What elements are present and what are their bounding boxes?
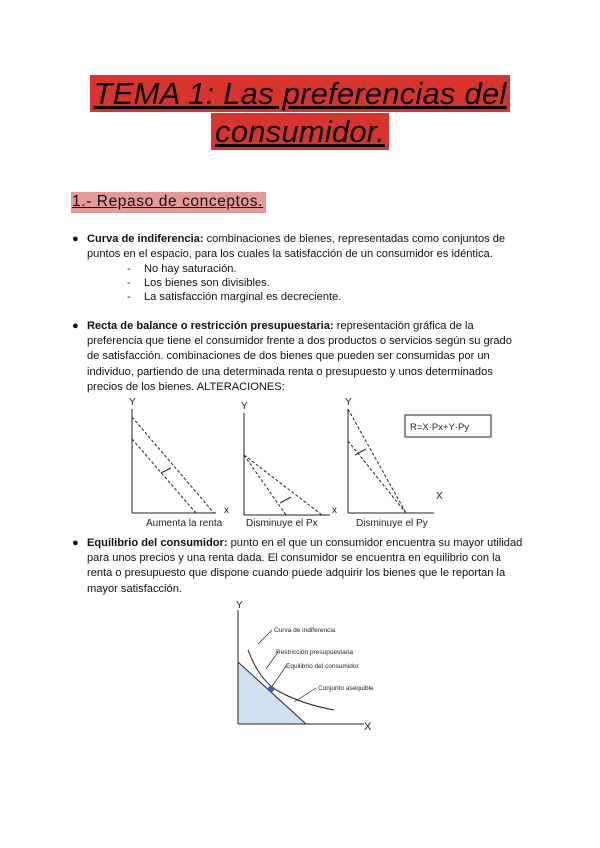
sub-item: - Los bienes son divisibles. [127, 277, 270, 289]
page-title-2 [0, 113, 600, 150]
panel2-caption: Disminuye el Px [246, 518, 318, 529]
bullet-text: punto en el que un consumidor encuentra su mayor utilidad para unos precios y una renta dada. El consumidor se encuentra en equilibrio con la renta o presupuesto que dispone cuando puede adquirir los bienes que le reportan la mayor satisfacción. [87, 537, 523, 595]
leader-line-equilibrium [271, 666, 286, 688]
sub-item-text: No hay saturación. [144, 263, 237, 275]
bullet-paragraph [87, 232, 524, 262]
bullet-indifference-curve [72, 232, 524, 262]
panel1-x-label: x [224, 505, 229, 516]
bullet-dot-icon: ● [72, 537, 79, 549]
page-title [0, 75, 600, 112]
bullet-paragraph [87, 536, 524, 597]
bullet-paragraph [87, 319, 524, 395]
panel3-caption: Disminuye el Py [356, 518, 428, 529]
bullet-budget-line [72, 319, 524, 395]
equilibrium-figure [228, 600, 388, 735]
eq-x-label: X [364, 721, 372, 733]
sub-item-text: Los bienes son divisibles. [144, 277, 270, 289]
panel1-shift-arrow [161, 468, 171, 473]
bullet-dot-icon: ● [72, 233, 79, 245]
leader-line-affordable [294, 688, 316, 702]
panel2-budget-line-new [244, 455, 322, 515]
panel3-budget-line-old [348, 441, 406, 513]
bullet-term: Curva de indiferencia: [87, 233, 204, 245]
label-indifference-curve: Curva de indiferencia [274, 627, 336, 634]
sub-item-text: La satisfacción marginal es decreciente. [144, 291, 342, 303]
panel2-rotation-arrow [280, 497, 291, 503]
bullet-text: combinaciones de bienes, representadas como conjuntos de puntos en el espacio, para los cuales la satisfacción de un consumidor es idéntica. [87, 233, 506, 261]
formula-text: R=X·Px+Y·Py [410, 422, 470, 433]
page-title-line1: TEMA 1: Las preferencias del [90, 75, 511, 112]
section-heading: 1.- Repaso de conceptos. [71, 192, 266, 213]
label-consumer-equilibrium: Equilibrio del consumidor [286, 663, 359, 670]
sub-item: - No hay saturación. [127, 263, 237, 275]
bullet-text: representación gráfica de la preferencia que tiene el consumidor frente a dos productos o servicios según su grado de satisfacción. combinaciones de dos bienes que pueden ser consumidas por un individuo, partiendo de una determinada renta o presupuesto y unos determinados precios de los bienes. ALTERACIONES: [87, 320, 512, 393]
panel2-y-label: Y [241, 401, 248, 412]
leader-line-curve [258, 630, 272, 644]
panel3-y-label: Y [345, 397, 352, 408]
page-title-line2: consumidor. [211, 113, 389, 150]
panel3-budget-line-new [348, 409, 406, 513]
eq-y-label: Y [236, 600, 243, 611]
sub-item: - La satisfacción marginal es decreciente. [127, 291, 342, 303]
bullet-term: Recta de balance o restricción presupuestaria: [87, 320, 334, 332]
bullet-term: Equilibrio del consumidor: [87, 537, 228, 549]
bullet-consumer-equilibrium [72, 536, 524, 597]
panel3-x-label: X [436, 491, 443, 502]
panel1-budget-line-old [132, 439, 196, 513]
panel1-caption: Aumenta la renta [146, 518, 223, 529]
panel3-rotation-arrow [355, 449, 366, 455]
panel1-budget-line-new [132, 417, 214, 513]
panel2-budget-line-old [244, 455, 286, 515]
equilibrium-point [268, 686, 274, 692]
bullet-dot-icon: ● [72, 320, 79, 332]
panel2-x-label: x [332, 505, 337, 516]
label-budget-restriction: Restricción presupuestaria [276, 649, 353, 656]
label-affordable-set: Conjunto asequible [318, 685, 374, 692]
panel1-y-label: Y [129, 397, 136, 408]
budget-alterations-figure [110, 395, 510, 530]
